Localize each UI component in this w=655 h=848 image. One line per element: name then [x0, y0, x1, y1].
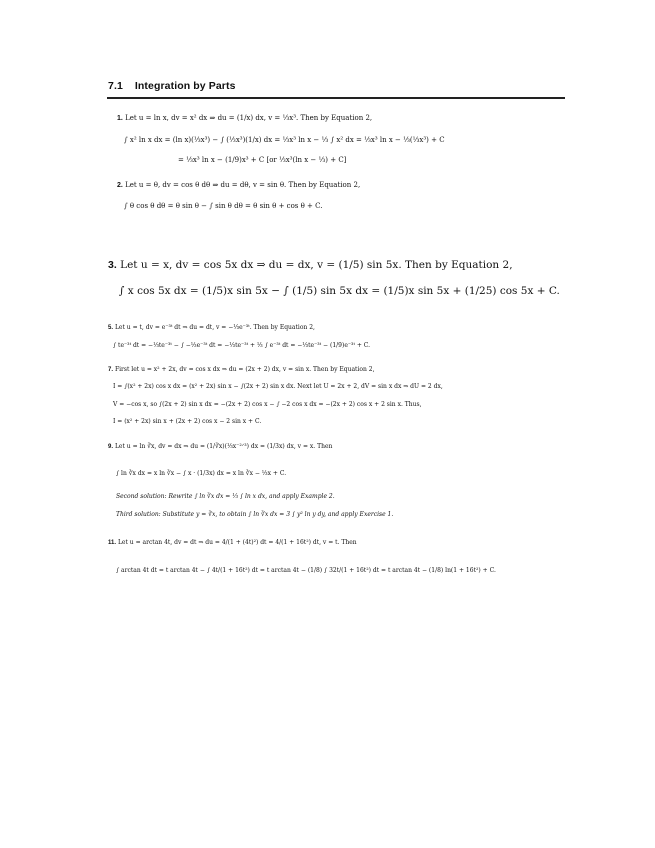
problem-9-number: 9.: [108, 444, 114, 450]
problem-1-line-3: = ⅓x³ ln x − (1/9)x³ + C [or ⅓x³(ln x − ⅓) + C]: [178, 156, 347, 164]
problem-9-line-1: 9. Let u = ln ∛x, dv = dx ⇒ du = (1/∛x)(⅓x⁻²ᐟ³) dx = (1/3x) dx, v = x. Then: [108, 443, 333, 450]
problem-1-number: 1.: [117, 115, 123, 122]
problem-9-line-4: Third solution: Substitute y = ∛x, to obtain ∫ ln ∛x dx = 3 ∫ y² ln y dy, and apply Exercise 1.: [116, 511, 394, 518]
problem-7-line-1: 7. First let u = x² + 2x, dv = cos x dx ⇒ du = (2x + 2) dx, v = sin x. Then by Equation 2,: [108, 366, 375, 373]
problem-1-line-1: 1. Let u = ln x, dv = x² dx ⇒ du = (1/x) dx, v = ⅓x³. Then by Equation 2,: [117, 114, 373, 122]
problem-11-line-1: 11. Let u = arctan 4t, dv = dt ⇒ du = 4/(1 + (4t)²) dt = 4/(1 + 16t²) dt, v = t. Then: [108, 539, 357, 546]
problem-5-number: 5.: [108, 325, 114, 331]
section-heading: Integration by Parts: [134, 80, 236, 92]
problem-1-line-2: ∫ x² ln x dx = (ln x)(⅓x³) − ∫ (⅓x³)(1/x) dx = ⅓x³ ln x − ⅓ ∫ x² dx = ⅓x³ ln x − ⅓(⅓x³) + C: [124, 136, 445, 144]
problem-7-line-4: I = (x² + 2x) sin x + (2x + 2) cos x − 2 sin x + C.: [113, 418, 262, 425]
problem-7-line-2: I = ∫(x² + 2x) cos x dx = (x² + 2x) sin x − ∫(2x + 2) sin x dx. Next let U = 2x + 2, dV = sin x dx ⇒ dU = 2 dx,: [113, 383, 443, 390]
problem-5-line-1: 5. Let u = t, dv = e⁻³ᵗ dt ⇒ du = dt, v = −⅓e⁻³ᵗ. Then by Equation 2,: [108, 324, 315, 331]
problem-3-line-1: 3. Let u = x, dv = cos 5x dx ⇒ du = dx, v = (1/5) sin 5x. Then by Equation 2,: [108, 259, 513, 271]
problem-7-number: 7.: [108, 367, 114, 373]
problem-2-line-2: ∫ θ cos θ dθ = θ sin θ − ∫ sin θ dθ = θ sin θ + cos θ + C.: [124, 202, 323, 210]
problem-9-line-3: Second solution: Rewrite ∫ ln ∛x dx = ⅓ ∫ ln x dx, and apply Example 2.: [116, 493, 335, 500]
problem-5-line-2: ∫ te⁻³ᵗ dt = −⅓te⁻³ᵗ − ∫ −⅓e⁻³ᵗ dt = −⅓te⁻³ᵗ + ⅓ ∫ e⁻³ᵗ dt = −⅓te⁻³ᵗ − (1/9)e⁻³ᵗ + C.: [113, 342, 371, 349]
section-number: 7.1: [108, 80, 123, 92]
problem-11-line-2: ∫ arctan 4t dt = t arctan 4t − ∫ 4t/(1 + 16t²) dt = t arctan 4t − (1/8) ∫ 32t/(1 + 16t²) dt = t arctan 4t − (1/8) ln(1 + 16t²) + C.: [116, 567, 496, 574]
problem-3-line-2: ∫ x cos 5x dx = (1/5)x sin 5x − ∫ (1/5) sin 5x dx = (1/5)x sin 5x + (1/25) cos 5x + C.: [119, 285, 560, 297]
section-rule: [107, 97, 565, 99]
section-title: [108, 80, 236, 92]
problem-9-line-2: ∫ ln ∛x dx = x ln ∛x − ∫ x · (1/3x) dx = x ln ∛x − ⅓x + C.: [116, 470, 287, 477]
problem-7-line-3: V = −cos x, so ∫(2x + 2) sin x dx = −(2x + 2) cos x − ∫ −2 cos x dx = −(2x + 2) cos x + 2 sin x. Thus,: [113, 401, 422, 408]
problem-11-number: 11.: [108, 540, 117, 546]
problem-2-line-1: 2. Let u = θ, dv = cos θ dθ ⇒ du = dθ, v = sin θ. Then by Equation 2,: [117, 181, 361, 189]
problem-2-number: 2.: [117, 182, 123, 189]
problem-3-number: 3.: [108, 259, 117, 271]
